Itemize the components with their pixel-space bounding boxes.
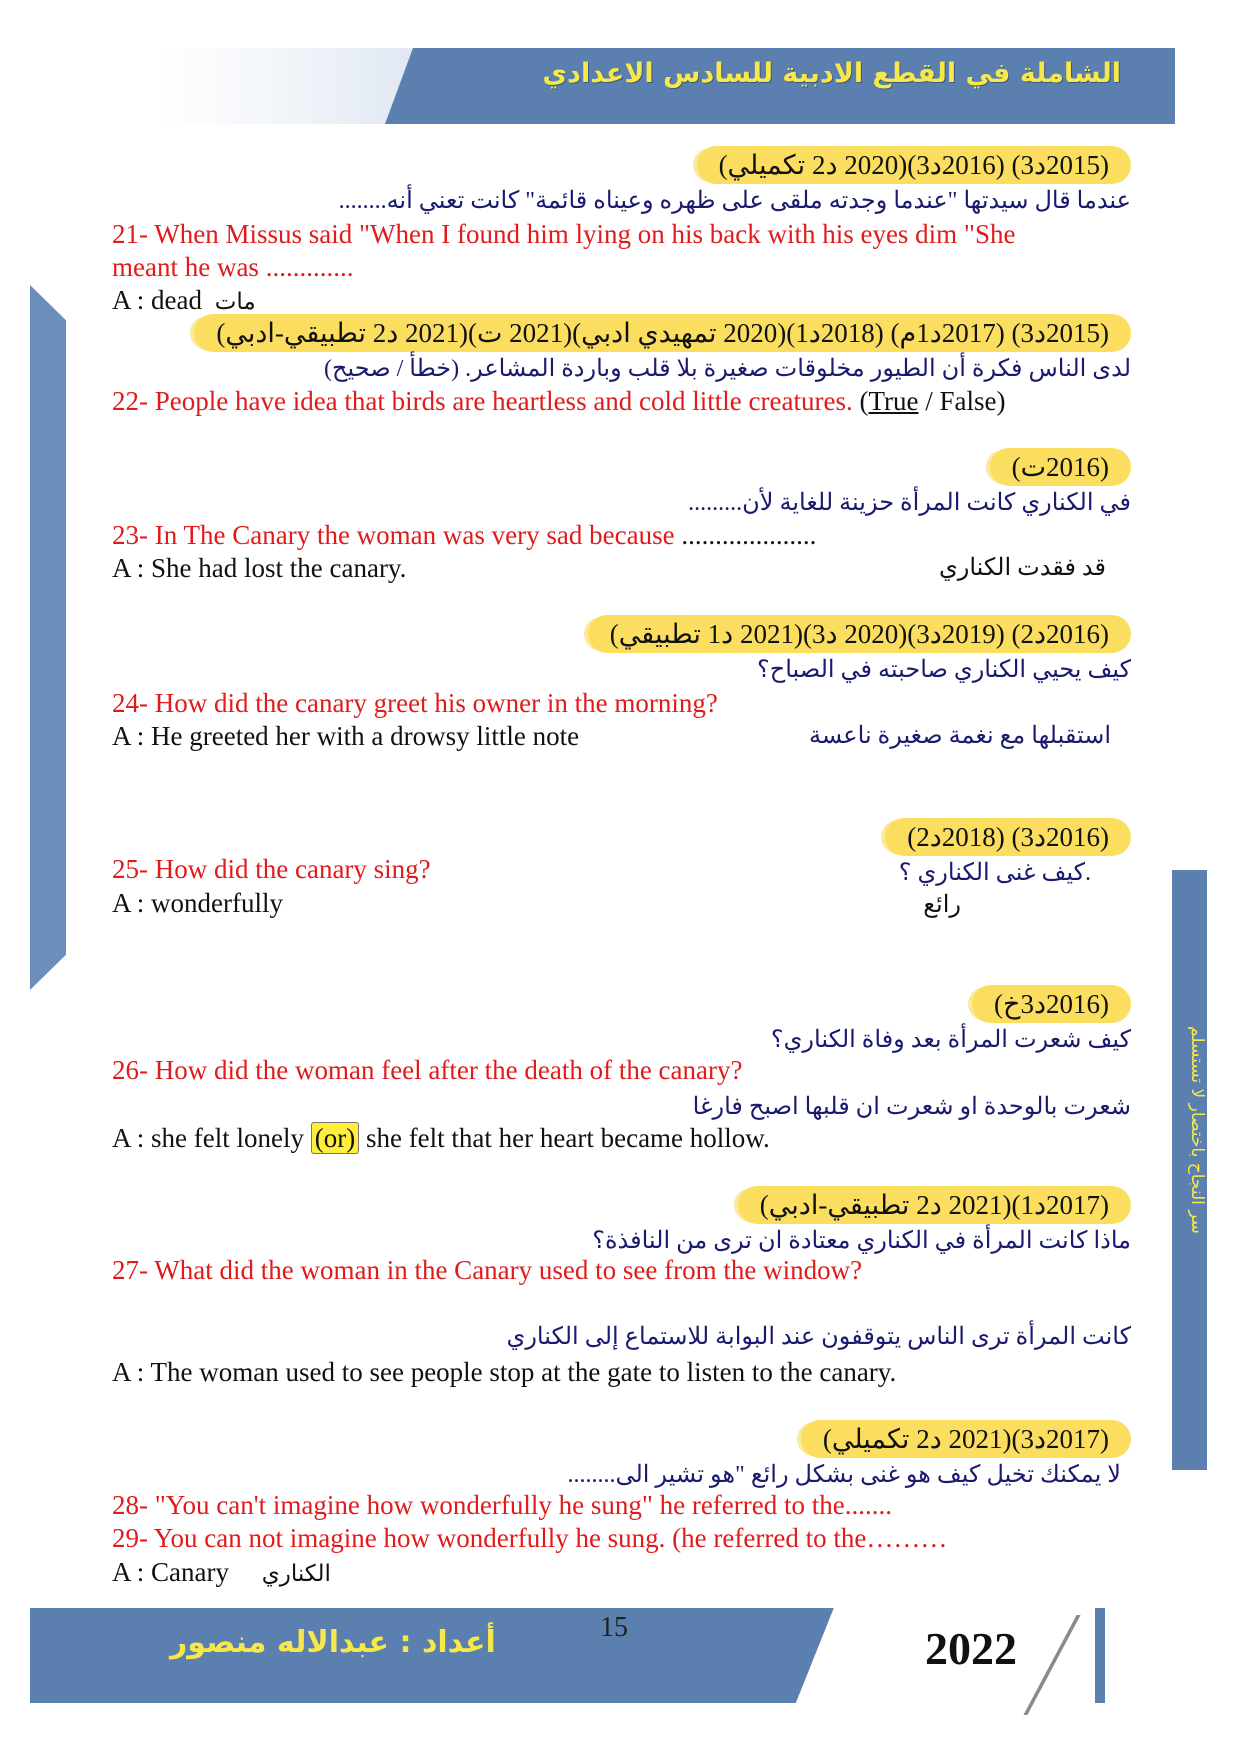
question-22-text: 22- People have idea that birds are heartless and cold little creatures. bbox=[112, 386, 853, 416]
answer-25-arabic: رائع bbox=[923, 892, 961, 918]
answer-28-arabic: الكناري bbox=[261, 1561, 331, 1586]
question-21-line2: meant he was ............. bbox=[112, 252, 354, 282]
question-23-dots: .................... bbox=[681, 520, 817, 550]
question-25: 25- How did the canary sing? bbox=[112, 854, 431, 884]
answer-28 bbox=[112, 1557, 331, 1588]
arabic-answer-27: كانت المرأة ترى الناس يتوقفون عند البوابة للاستماع إلى الكناري bbox=[506, 1324, 1131, 1350]
footer-author: أعداد : عبدالاله منصور bbox=[170, 1625, 496, 1660]
question-21-line1: 21- When Missus said "When I found him lying on his back with his eyes dim "She bbox=[112, 219, 1016, 249]
correct-option: True bbox=[868, 386, 919, 416]
exam-tag-23: (2016ت) bbox=[990, 448, 1131, 486]
side-motto: سر النجاح باختصار لا تستسلم bbox=[1187, 1026, 1207, 1234]
arabic-question-24: كيف يحيي الكناري صاحبته في الصباح؟ bbox=[756, 657, 1131, 683]
answer-27: A : The woman used to see people stop at the gate to listen to the canary. bbox=[112, 1357, 897, 1387]
question-23 bbox=[112, 520, 816, 551]
left-decorative-stripe bbox=[30, 285, 66, 990]
question-22 bbox=[112, 386, 1006, 417]
arabic-question-28: لا يمكنك تخيل كيف هو غنى بشكل رائع "هو تشير الى........ bbox=[567, 1462, 1121, 1488]
question-26: 26- How did the woman feel after the death of the canary? bbox=[112, 1055, 743, 1085]
answer-21-text: A : dead bbox=[112, 285, 202, 315]
arabic-answer-26: شعرت بالوحدة او شعرت ان قلبها اصبح فارغا bbox=[692, 1094, 1131, 1120]
question-29: 29- You can not imagine how wonderfully he sung. (he referred to the……… bbox=[112, 1523, 948, 1553]
or-highlight: (or) bbox=[311, 1122, 359, 1154]
page-header-title: الشاملة في القطع الادبية للسادس الاعدادي bbox=[542, 58, 1121, 89]
exam-tag-24: (2016د2) (2019د3)(2020 د3)(2021 د1 تطبيقي) bbox=[588, 615, 1131, 653]
answer-25: A : wonderfully bbox=[112, 888, 283, 918]
arabic-question-25: .كيف غنى الكناري ؟ bbox=[898, 860, 1091, 886]
answer-21 bbox=[112, 285, 256, 316]
arabic-question-23: في الكناري كانت المرأة حزينة للغاية لأن......... bbox=[688, 490, 1131, 516]
answer-24-arabic: استقبلها مع نغمة صغيرة ناعسة bbox=[809, 723, 1111, 749]
header-fade bbox=[160, 48, 420, 124]
arabic-question-26: كيف شعرت المرأة بعد وفاة الكناري؟ bbox=[770, 1027, 1131, 1053]
answer-24: A : He greeted her with a drowsy little note bbox=[112, 721, 580, 751]
answer-23-arabic: قد فقدت الكناري bbox=[938, 555, 1106, 581]
arabic-question-27: ماذا كانت المرأة في الكناري معتادة ان ترى من النافذة؟ bbox=[592, 1228, 1131, 1254]
footer-year: 2022 bbox=[925, 1623, 1017, 1674]
answer-26: A : she felt lonely (or) she felt that her heart became hollow. bbox=[112, 1123, 770, 1153]
exam-tag-22: (2015د3) (2017د1م) (2018د1)(2020 تمهيدي ادبي)(2021 ت)(2021 د2 تطبيقي-ادبي) bbox=[194, 314, 1131, 352]
answer-28-text: A : Canary bbox=[112, 1557, 229, 1587]
arabic-question-21: عندما قال سيدتها "عندما وجدته ملقى على ظهره وعيناه قائمة" كانت تعني أنه........ bbox=[338, 188, 1131, 214]
question-23-text: 23- In The Canary the woman was very sad because bbox=[112, 520, 675, 550]
exam-tag-27: (2017د1)(2021 د2 تطبيقي-ادبي) bbox=[738, 1186, 1131, 1224]
page-number: 15 bbox=[600, 1612, 628, 1643]
answer-21-arabic: مات bbox=[214, 289, 256, 314]
question-28: 28- "You can't imagine how wonderfully he sung" he referred to the....... bbox=[112, 1490, 892, 1520]
arabic-question-22: لدى الناس فكرة أن الطيور مخلوقات صغيرة بلا قلب وباردة المشاعر. (خطأ / صحيح) bbox=[324, 356, 1131, 382]
answer-23: A : She had lost the canary. bbox=[112, 553, 407, 583]
exam-tag-28: (2017د3)(2021 د2 تكميلي) bbox=[801, 1420, 1131, 1458]
exam-tag-25: (2016د3) (2018د2) bbox=[885, 818, 1131, 856]
question-22-options: (True / False) bbox=[859, 386, 1006, 416]
exam-tag-21: (2015د3) (2016د3)(2020 د2 تكميلي) bbox=[697, 146, 1131, 184]
question-24: 24- How did the canary greet his owner in the morning? bbox=[112, 688, 718, 718]
question-27: 27- What did the woman in the Canary used to see from the window? bbox=[112, 1255, 863, 1285]
exam-tag-26: (2016د3خ) bbox=[972, 985, 1131, 1023]
